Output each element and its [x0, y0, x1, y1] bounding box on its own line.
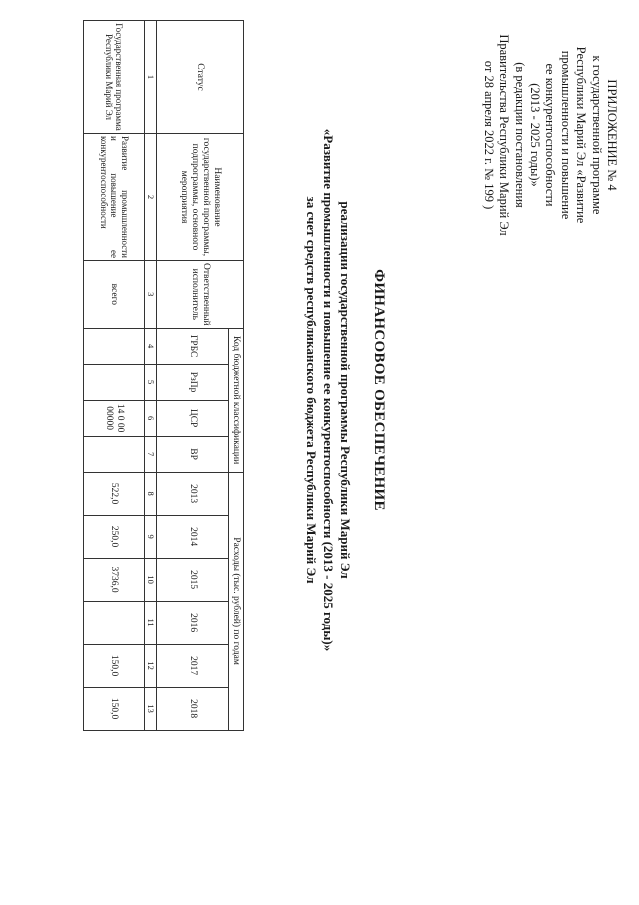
expense-value-cell: 250,0 — [84, 515, 145, 558]
table-row — [84, 21, 145, 731]
appendix-line: промышленности и повышение — [558, 50, 573, 220]
status-cell: Государственная программа Республики Марий Эл — [84, 21, 145, 134]
column-number: 8 — [145, 472, 157, 515]
document-title — [303, 120, 387, 660]
appendix-line: Правительства Республики Марий Эл — [497, 34, 512, 236]
column-number: 11 — [145, 601, 157, 644]
title-line-3: за счет средств республиканского бюджета Республики Марий Эл — [304, 196, 319, 584]
expense-value-cell: 522,0 — [84, 472, 145, 515]
title-line-1: реализации государственной программы Республики Марий Эл — [338, 201, 353, 579]
grbs-cell — [84, 328, 145, 364]
appendix-line: (в редакции постановления — [512, 62, 527, 208]
appendix-line: ПРИЛОЖЕНИЕ № 4 — [605, 79, 619, 191]
program-name-cell — [84, 134, 145, 261]
header-year: 2015 — [157, 558, 229, 601]
column-number: 6 — [145, 400, 157, 436]
column-number: 2 — [145, 134, 157, 261]
vr-cell — [84, 436, 145, 472]
financing-table — [83, 20, 244, 731]
header-rzpr: РзПр — [157, 364, 229, 400]
column-number: 10 — [145, 558, 157, 601]
header-status: Статус — [157, 21, 244, 134]
expense-value-cell: 150,0 — [84, 644, 145, 687]
header-vr: ВР — [157, 436, 229, 472]
header-csr: ЦСР — [157, 400, 229, 436]
header-expenses: Расходы (тыс. рублей) по годам — [229, 472, 244, 730]
appendix-line: (2013 - 2025 годы)» — [527, 83, 542, 187]
header-responsible: Ответственный исполнитель — [157, 261, 244, 329]
column-number: 5 — [145, 364, 157, 400]
column-number: 1 — [145, 21, 157, 134]
program-name-line: Развитие промышленности — [119, 136, 130, 258]
table-header-row — [229, 21, 244, 731]
header-year: 2014 — [157, 515, 229, 558]
rzpr-cell — [84, 364, 145, 400]
title-main: ФИНАНСОВОЕ ОБЕСПЕЧЕНИЕ — [371, 269, 387, 511]
column-number: 7 — [145, 436, 157, 472]
program-name-line: и повышение ее — [109, 136, 120, 258]
header-budget-code: Код бюджетной классификации — [229, 328, 244, 472]
appendix-line: к государственной программе — [589, 55, 604, 215]
title-line-2: «Развитие промышленности и повышение ее конкурентоспособности (2013 - 2025 годы)» — [321, 128, 336, 652]
column-number: 12 — [145, 644, 157, 687]
column-number: 4 — [145, 328, 157, 364]
header-year: 2018 — [157, 687, 229, 730]
column-number-row — [145, 21, 157, 731]
appendix-line: ее конкурентоспособности — [543, 63, 558, 207]
csr-cell: 14 0 00 00000 — [84, 400, 145, 436]
header-year: 2017 — [157, 644, 229, 687]
header-year: 2016 — [157, 601, 229, 644]
header-grbs: ГРБС — [157, 328, 229, 364]
appendix-line: от 28 апреля 2022 г. № 199 ) — [481, 60, 496, 210]
column-number: 13 — [145, 687, 157, 730]
program-name-line: конкурентоспособности — [98, 136, 109, 229]
appendix-note — [480, 30, 619, 240]
header-name: Наименование государственной программы, подпрограммы, основного мероприятия — [157, 134, 244, 261]
responsible-cell: всего — [84, 261, 145, 329]
header-year: 2013 — [157, 472, 229, 515]
expense-value-cell — [84, 601, 145, 644]
column-number: 3 — [145, 261, 157, 329]
appendix-line: Республики Марий Эл «Развитие — [574, 46, 589, 224]
expense-value-cell: 150,0 — [84, 687, 145, 730]
expense-value-cell: 3736,0 — [84, 558, 145, 601]
column-number: 9 — [145, 515, 157, 558]
